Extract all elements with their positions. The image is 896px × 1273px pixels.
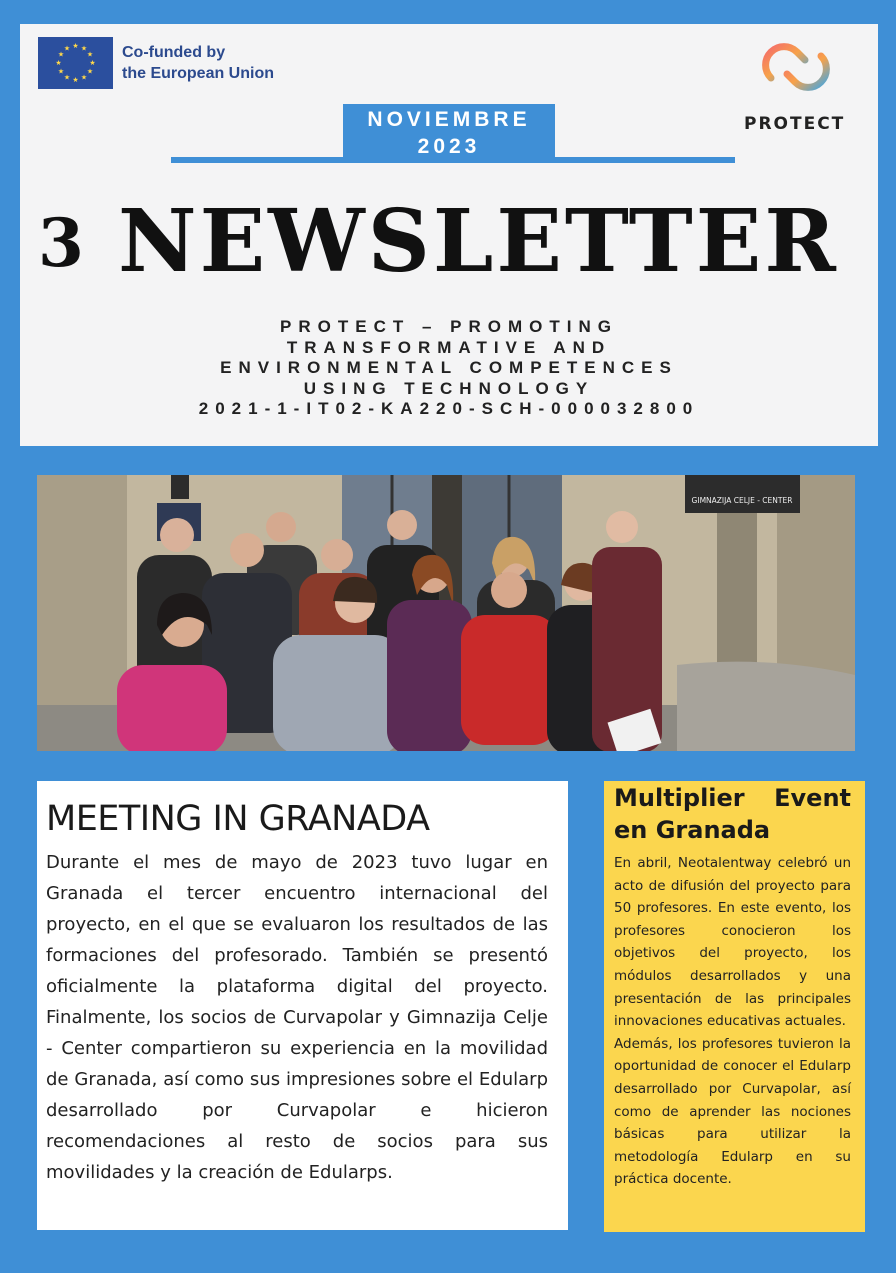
issue-date-badge: [343, 104, 555, 159]
svg-text:★: ★: [63, 73, 71, 82]
protect-wordmark: PROTECT: [744, 114, 846, 134]
svg-text:★: ★: [86, 50, 94, 59]
event-title: Multiplier Event en Granada: [614, 784, 851, 844]
project-code: 2021-1-IT02-KA220-SCH-000032800: [198, 399, 700, 418]
issue-year: 2023: [417, 135, 481, 158]
group-photo: [37, 475, 855, 751]
meeting-body: Durante el mes de mayo de 2023 tuvo lugar en Granada el tercer encuentro internacional del proyecto, en el que se evaluaron los resultados de las formaciones del profesorado. También se presentó oficialmente la plataforma digital del proyecto. Finalmente, los socios de Curvapolar y Gimnazija Celje - Center compartieron su experiencia en la movilidad de Granada, así como sus impresiones sobre el Edularp desarrollado por Curvapolar e hicieron recomendaciones al resto de socios para sus movilidades y la creación de Edularps.: [46, 852, 548, 1183]
svg-text:★: ★: [80, 73, 88, 82]
issue-month: NOVIEMBRE: [367, 108, 531, 131]
newsletter-title: NEWSLETTER: [118, 191, 839, 292]
svg-text:★: ★: [72, 76, 79, 84]
svg-text:★: ★: [89, 59, 96, 67]
eu-line-1: Co-funded by: [122, 44, 226, 61]
meeting-article: [37, 781, 568, 1230]
svg-text:★: ★: [80, 44, 88, 53]
protect-logo-icon: [761, 38, 831, 94]
svg-text:★: ★: [55, 59, 62, 67]
subtitle-line: PROTECT – PROMOTING: [280, 317, 618, 336]
svg-text:★: ★: [57, 67, 65, 76]
event-paragraph-1: En abril, Neotalentway celebró un acto de difusión del proyecto para 50 profesores. En este evento, los profesores conocieron los objetivos del proyecto, los módulos desarrollados y una presentación de las principales innovaciones educativas actuales.: [614, 855, 851, 1030]
eu-line-2: the European Union: [122, 65, 274, 82]
subtitle-line: ENVIRONMENTAL COMPETENCES: [220, 358, 678, 377]
subtitle-line: TRANSFORMATIVE AND: [286, 337, 612, 357]
newsletter-header: [20, 24, 878, 446]
project-subtitle: [20, 317, 878, 420]
subtitle-line: USING TECHNOLOGY: [303, 378, 595, 398]
svg-text:★: ★: [57, 50, 65, 59]
svg-text:★: ★: [72, 42, 79, 50]
svg-text:★: ★: [63, 44, 71, 53]
event-paragraph-2: Además, los profesores tuvieron la oportunidad de conocer el Edularp desarrollado por Curvapolar, así como de aprender las nociones básicas para utilizar la metodología Edularp en su práctica docente.: [614, 1035, 851, 1188]
eu-flag-icon: [38, 37, 113, 89]
svg-text:★: ★: [86, 67, 94, 76]
building-sign-text: GIMNAZIJA CELJE - CENTER: [691, 496, 793, 505]
meeting-title: MEETING IN GRANADA: [46, 799, 430, 839]
multiplier-event-box: [604, 781, 865, 1232]
eu-cofunded-label: [122, 42, 274, 84]
issue-number: 3: [38, 204, 84, 282]
